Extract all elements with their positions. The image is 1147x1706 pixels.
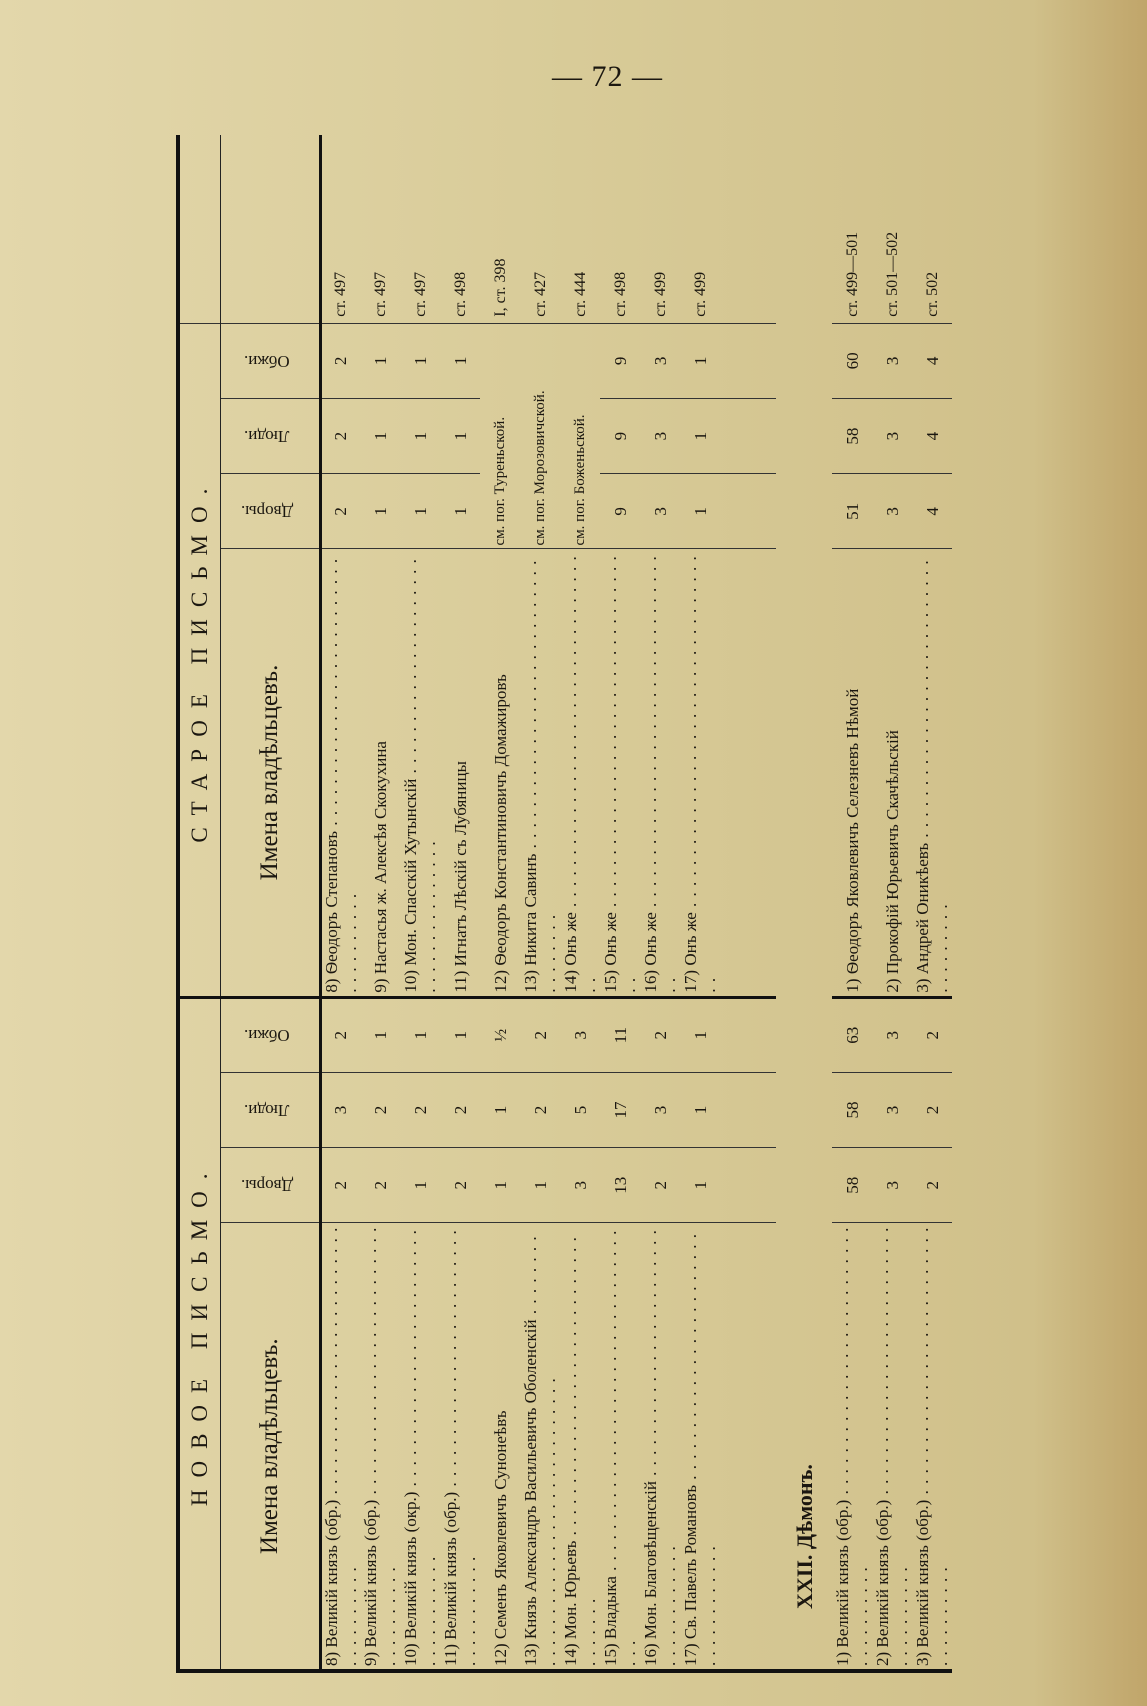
- source-reference: ст. 499: [640, 135, 680, 323]
- new-dvori-header: Дворы.: [220, 1148, 320, 1223]
- source-reference: ст. 427: [520, 135, 560, 323]
- new-obzhi-value: 1: [400, 997, 440, 1072]
- new-name-header: Имена владѣльцевъ.: [220, 1223, 320, 1671]
- old-dvori-value: 4: [912, 474, 952, 549]
- source-reference: ст. 499: [680, 135, 720, 323]
- new-owner-name: 8) Великій князь (обр.) . . .: [320, 1223, 360, 1671]
- table-row: [680, 135, 720, 1671]
- old-owner-name: 16) Онъ же . . .: [640, 549, 680, 997]
- old-name-header: Имена владѣльцевъ.: [220, 549, 320, 997]
- table-row: [440, 135, 480, 1671]
- old-obzhi-value: 1: [680, 323, 720, 398]
- old-lyudi-value: 4: [912, 398, 952, 473]
- new-obzhi-value: 2: [912, 997, 952, 1072]
- new-obzhi-header: Обжи.: [220, 997, 320, 1072]
- new-owner-name: 17) Св. Павелъ Романовъ . . .: [680, 1223, 720, 1671]
- ledger-table: [176, 135, 952, 1673]
- source-reference: ст. 497: [360, 135, 400, 323]
- page-number: — 72 —: [552, 60, 663, 93]
- new-obzhi-value: 3: [872, 997, 912, 1072]
- old-owner-name: 9) Настасья ж. Алексѣя Скокухина: [360, 549, 400, 997]
- old-lyudi-value: 3: [872, 398, 912, 473]
- old-owner-name: 10) Мон. Спасскій Хутынскій . . .: [400, 549, 440, 997]
- new-lyudi-value: 1: [680, 1072, 720, 1147]
- old-owner-name: 15) Онъ же . . .: [600, 549, 640, 997]
- section-heading: XXII. Дѣмонъ.: [776, 135, 832, 1671]
- old-dvori-header: Дворы.: [220, 474, 320, 549]
- table-row: [912, 135, 952, 1671]
- old-owner-name: 3) Андрей Оникѣевъ . . .: [912, 549, 952, 997]
- cross-reference-note: см. пог. Туреньской.: [480, 323, 520, 549]
- new-dvori-value: 2: [440, 1148, 480, 1223]
- old-owner-name: 2) Прокофій Юрьевичъ Скачѣльскій: [872, 549, 912, 997]
- old-owner-name: 8) Ѳеодоръ Степановъ . . .: [320, 549, 360, 997]
- new-dvori-value: 2: [320, 1148, 360, 1223]
- old-lyudi-value: 58: [832, 398, 872, 473]
- old-lyudi-value: 2: [320, 398, 360, 473]
- new-obzhi-value: ½: [480, 997, 520, 1072]
- new-lyudi-value: 3: [320, 1072, 360, 1147]
- old-obzhi-value: 60: [832, 323, 872, 398]
- old-lyudi-value: 3: [640, 398, 680, 473]
- cross-reference-note: см. пог. Морозовичской.: [520, 323, 560, 549]
- ref-header: [178, 135, 220, 323]
- table-row: [560, 135, 600, 1671]
- rotated-table-area: [176, 135, 1147, 1673]
- new-owner-name: 13) Князь Александръ Васильевичъ Оболенскій . . .: [520, 1223, 560, 1671]
- table-row: [640, 135, 680, 1671]
- new-owner-name: 11) Великій князь (обр.) . . .: [440, 1223, 480, 1671]
- new-lyudi-value: 2: [520, 1072, 560, 1147]
- old-obzhi-value: 1: [440, 323, 480, 398]
- new-lyudi-value: 2: [360, 1072, 400, 1147]
- new-owner-name: 1) Великій князь (обр.) . . .: [832, 1223, 872, 1671]
- new-dvori-value: 1: [400, 1148, 440, 1223]
- ref-subheader: [220, 135, 320, 323]
- section-row: [776, 135, 832, 1671]
- new-owner-name: 9) Великій князь (обр.) . . .: [360, 1223, 400, 1671]
- old-owner-name: 17) Онъ же . . .: [680, 549, 720, 997]
- new-dvori-value: 3: [872, 1148, 912, 1223]
- new-dvori-value: 1: [680, 1148, 720, 1223]
- new-dvori-value: 13: [600, 1148, 640, 1223]
- new-lyudi-value: 58: [832, 1072, 872, 1147]
- table-row: [600, 135, 640, 1671]
- table-row: [400, 135, 440, 1671]
- old-dvori-value: 2: [320, 474, 360, 549]
- new-lyudi-header: Люди.: [220, 1072, 320, 1147]
- old-owner-name: 11) Игнатъ Лѣскій съ Лубяницы: [440, 549, 480, 997]
- old-lyudi-value: 1: [680, 398, 720, 473]
- table-row: [360, 135, 400, 1671]
- old-obzhi-value: 1: [400, 323, 440, 398]
- new-obzhi-value: 1: [360, 997, 400, 1072]
- new-lyudi-value: 3: [872, 1072, 912, 1147]
- old-obzhi-value: 3: [640, 323, 680, 398]
- table-row: [480, 135, 520, 1671]
- new-owner-name: 2) Великій князь (обр.) . . .: [872, 1223, 912, 1671]
- source-reference: ст. 497: [320, 135, 360, 323]
- new-lyudi-value: 2: [400, 1072, 440, 1147]
- cross-reference-note: см. пог. Боженьской.: [560, 323, 600, 549]
- source-reference: ст. 498: [440, 135, 480, 323]
- new-owner-name: 16) Мон. Благовѣщенскій . . .: [640, 1223, 680, 1671]
- new-owner-name: 10) Великій князь (окр.) . . .: [400, 1223, 440, 1671]
- new-obzhi-value: 1: [440, 997, 480, 1072]
- old-owner-name: 1) Ѳеодоръ Яковлевичъ Селезневъ Нѣмой: [832, 549, 872, 997]
- source-reference: ст. 501—502: [872, 135, 912, 323]
- old-lyudi-value: 9: [600, 398, 640, 473]
- new-owner-name: 14) Мон. Юрьевъ . . .: [560, 1223, 600, 1671]
- source-reference: ст. 444: [560, 135, 600, 323]
- new-owner-name: 12) Семенъ Яковлевичъ Сунонеѣвъ: [480, 1223, 520, 1671]
- new-lyudi-value: 2: [440, 1072, 480, 1147]
- old-letter-title: СТАРОЕ ПИСЬМО.: [178, 323, 220, 997]
- new-obzhi-value: 1: [680, 997, 720, 1072]
- blank-row: [720, 135, 776, 1671]
- old-lyudi-value: 1: [440, 398, 480, 473]
- source-reference: ст. 498: [600, 135, 640, 323]
- old-dvori-value: 1: [400, 474, 440, 549]
- old-obzhi-value: 3: [872, 323, 912, 398]
- new-obzhi-value: 63: [832, 997, 872, 1072]
- old-dvori-value: 1: [440, 474, 480, 549]
- new-owner-name: 15) Владыка . . .: [600, 1223, 640, 1671]
- old-lyudi-value: 1: [400, 398, 440, 473]
- old-lyudi-value: 1: [360, 398, 400, 473]
- new-lyudi-value: 5: [560, 1072, 600, 1147]
- new-dvori-value: 58: [832, 1148, 872, 1223]
- table-row: [520, 135, 560, 1671]
- new-dvori-value: 1: [480, 1148, 520, 1223]
- old-owner-name: 14) Онъ же . . .: [560, 549, 600, 997]
- old-dvori-value: 1: [360, 474, 400, 549]
- old-obzhi-value: 4: [912, 323, 952, 398]
- new-lyudi-value: 3: [640, 1072, 680, 1147]
- new-lyudi-value: 2: [912, 1072, 952, 1147]
- source-reference: ст. 497: [400, 135, 440, 323]
- old-owner-name: 12) Ѳеодоръ Константиновичъ Домажировъ: [480, 549, 520, 997]
- old-dvori-value: 3: [872, 474, 912, 549]
- source-reference: ст. 502: [912, 135, 952, 323]
- new-lyudi-value: 1: [480, 1072, 520, 1147]
- new-letter-title: НОВОЕ ПИСЬМО.: [178, 997, 220, 1671]
- old-dvori-value: 1: [680, 474, 720, 549]
- new-dvori-value: 1: [520, 1148, 560, 1223]
- old-dvori-value: 3: [640, 474, 680, 549]
- new-obzhi-value: 2: [640, 997, 680, 1072]
- old-lyudi-header: Люди.: [220, 398, 320, 473]
- new-dvori-value: 3: [560, 1148, 600, 1223]
- table-row: [832, 135, 872, 1671]
- new-lyudi-value: 17: [600, 1072, 640, 1147]
- old-dvori-value: 51: [832, 474, 872, 549]
- new-dvori-value: 2: [640, 1148, 680, 1223]
- new-owner-name: 3) Великій князь (обр.) . . .: [912, 1223, 952, 1671]
- new-obzhi-value: 11: [600, 997, 640, 1072]
- old-owner-name: 13) Никита Савинъ . . .: [520, 549, 560, 997]
- new-obzhi-value: 2: [320, 997, 360, 1072]
- old-obzhi-value: 9: [600, 323, 640, 398]
- old-dvori-value: 9: [600, 474, 640, 549]
- source-reference: I, ст. 398: [480, 135, 520, 323]
- source-reference: ст. 499—501: [832, 135, 872, 323]
- old-obzhi-header: Обжи.: [220, 323, 320, 398]
- new-obzhi-value: 2: [520, 997, 560, 1072]
- table-row: [320, 135, 360, 1671]
- old-obzhi-value: 1: [360, 323, 400, 398]
- new-dvori-value: 2: [912, 1148, 952, 1223]
- table-row: [872, 135, 912, 1671]
- old-obzhi-value: 2: [320, 323, 360, 398]
- new-obzhi-value: 3: [560, 997, 600, 1072]
- new-dvori-value: 2: [360, 1148, 400, 1223]
